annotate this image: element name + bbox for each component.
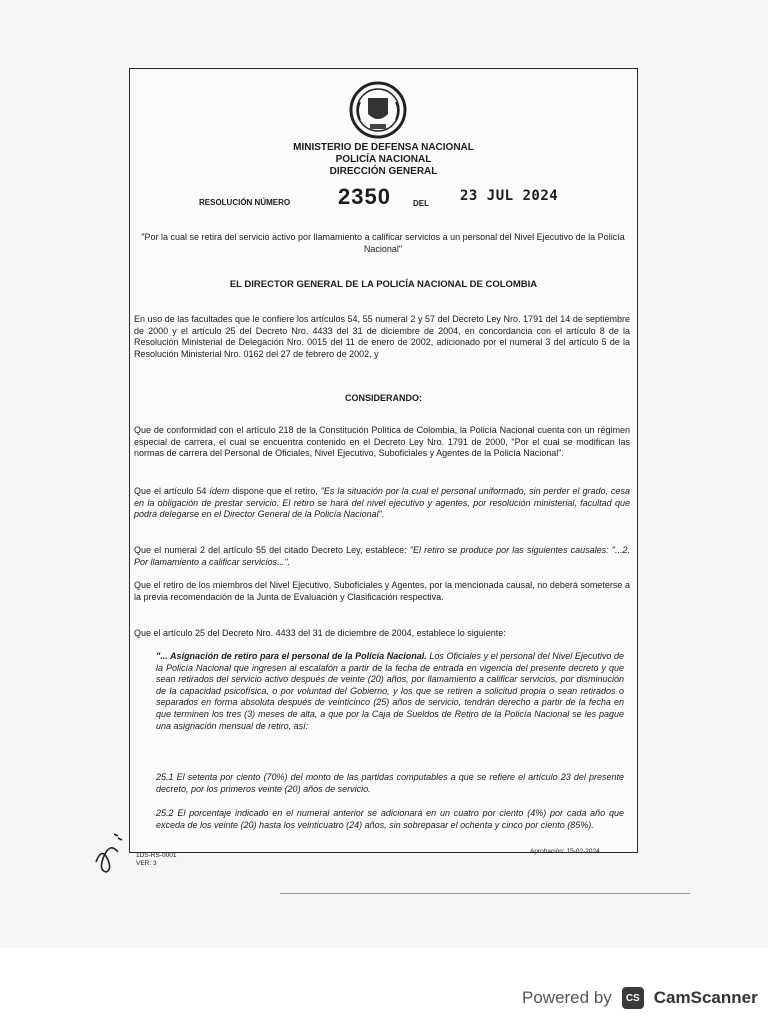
paragraph-article-54-idem: ídem	[209, 486, 230, 496]
resolution-number: 2350	[338, 184, 391, 209]
document-title: EL DIRECTOR GENERAL DE LA POLICÍA NACIONAL DE COLOMBIA	[229, 279, 538, 290]
paragraph-article-55	[134, 545, 630, 568]
quoted-item-25-2: 25.2 El porcentaje indicado en el numeral anterior se adicionará en un cuatro por ciento (4%) por cada año que exceda de los veinte (20) hasta los veinticuatro (24) años, sin sobrepasar el ochenta y cinco por ciento (85%).	[156, 808, 624, 830]
paragraph-decree-4433: Que el artículo 25 del Decreto Nro. 4433 del 31 de diciembre de 2004, establece lo siguiente:	[134, 628, 506, 638]
direction-heading: DIRECCIÓN GENERAL	[329, 166, 438, 177]
ministry-heading: MINISTERIO DE DEFENSA NACIONAL	[293, 142, 474, 153]
resolution-label: RESOLUCIÓN NÚMERO	[199, 198, 291, 207]
paragraph-constitution: Que de conformidad con el artículo 218 de la Constitución Política de Colombia, la Policía Nacional cuenta con un régimen especial de carrera, el cual se encuentra contenido en el Decreto Ley Nro. 1791 de 2000, "Por el cual se modifican las normas de carrera del Personal de Oficiales, Nivel Ejecutivo, Suboficiales y Agentes de la Policía Nacional".	[134, 425, 630, 459]
considerando-heading: CONSIDERANDO:	[344, 393, 422, 403]
footer-approval: Aprobación: 15-02-2024	[530, 848, 600, 855]
paragraph-article-55-start: Que el numeral 2 del artículo 55 del citado Decreto Ley, establece:	[134, 545, 407, 555]
paragraph-article-55-quote: "El retiro se produce por las siguientes causales: "...2. Por llamamiento a calificar servicios...".	[134, 545, 630, 567]
resolution-del-label: DEL	[413, 199, 429, 208]
quoted-article-heading: "... Asignación de retiro para el personal de la Policía Nacional.	[156, 651, 427, 661]
camscanner-logo-icon: CS	[622, 987, 644, 1009]
preamble-paragraph: En uso de las facultades que le confiere los artículos 54, 55 numeral 2 y 57 del Decreto Ley Nro. 1791 del 14 de septiembre de 2000 y el artículo 25 del Decreto Nro. 4433 del 31 de diciembre de 2004, en concordancia con el artículo 8 de la Resolución Ministerial de Delegación Nro. 0015 del 11 de enero de 2002, adicionado por el numeral 3 del artículo 5 de la Resolución Ministerial Nro. 0162 del 27 de febrero de 2002, y	[134, 314, 630, 359]
quoted-article-text: Los Oficiales y el personal del Nivel Ejecutivo de la Policía Nacional que ingresen al escalafón a partir de la fecha de entrada en vigencia del presente decreto y que sean retirados del servicio activo después de veinte (20) años, por llamamiento a calificar servicios, por disminución de la capacidad psicofísica, o por voluntad del Gobierno, y los que se retiren a solicitud propia o sean retirados o separados en forma absoluta después de veinticinco (25) años de servicio, tendrán derecho a partir de la fecha en que terminen los tres (3) meses de alta, a que por la Caja de Sueldos de Retiro de la Policía Nacional se les pague una asignación mensual de retiro, así:	[156, 651, 624, 731]
camscanner-watermark	[522, 986, 758, 1010]
paragraph-article-54-quote: "Es la situación por la cual el personal uniformado, sin perder el grado, cesa en la obligación de prestar servicio. El retiro se hará del nivel ejecutivo y agentes, por resolución ministerial, facultad que podrá delegarse en el Director General de la Policía Nacional".	[134, 486, 630, 520]
paragraph-article-54-mid: dispone que el retiro,	[232, 486, 318, 496]
paragraph-article-54	[134, 486, 630, 521]
powered-by-text: Powered by	[522, 988, 612, 1007]
quoted-item-25-1: 25.1 El setenta por ciento (70%) del monto de las partidas computables a que se refiere el artículo 23 del presente decreto, por los primeros veinte (20) años de servicio.	[156, 772, 624, 794]
signature-icon	[88, 826, 140, 876]
resolution-subject: "Por la cual se retira del servicio activo por llamamiento a calificar servicios a un personal del Nivel Ejecutivo de la Policía Nacional"	[141, 232, 625, 254]
police-crest-icon	[348, 80, 408, 140]
bottom-rule	[280, 893, 690, 894]
resolution-date: 23 JUL 2024	[460, 188, 559, 204]
camscanner-brand: CamScanner	[653, 988, 758, 1007]
paragraph-retiro: Que el retiro de los miembros del Nivel Ejecutivo, Suboficiales y Agentes, por la mencionada causal, no deberá someterse a la previa recomendación de la Junta de Evaluación y Clasificación respectiva.	[134, 580, 630, 602]
footer-code: 1DS-RS-0001	[136, 852, 177, 859]
paragraph-article-54-start: Que el artículo 54	[134, 486, 207, 496]
footer-version: VER: 3	[136, 860, 157, 867]
police-heading: POLICÍA NACIONAL	[335, 154, 432, 165]
quoted-article-body	[156, 651, 624, 732]
